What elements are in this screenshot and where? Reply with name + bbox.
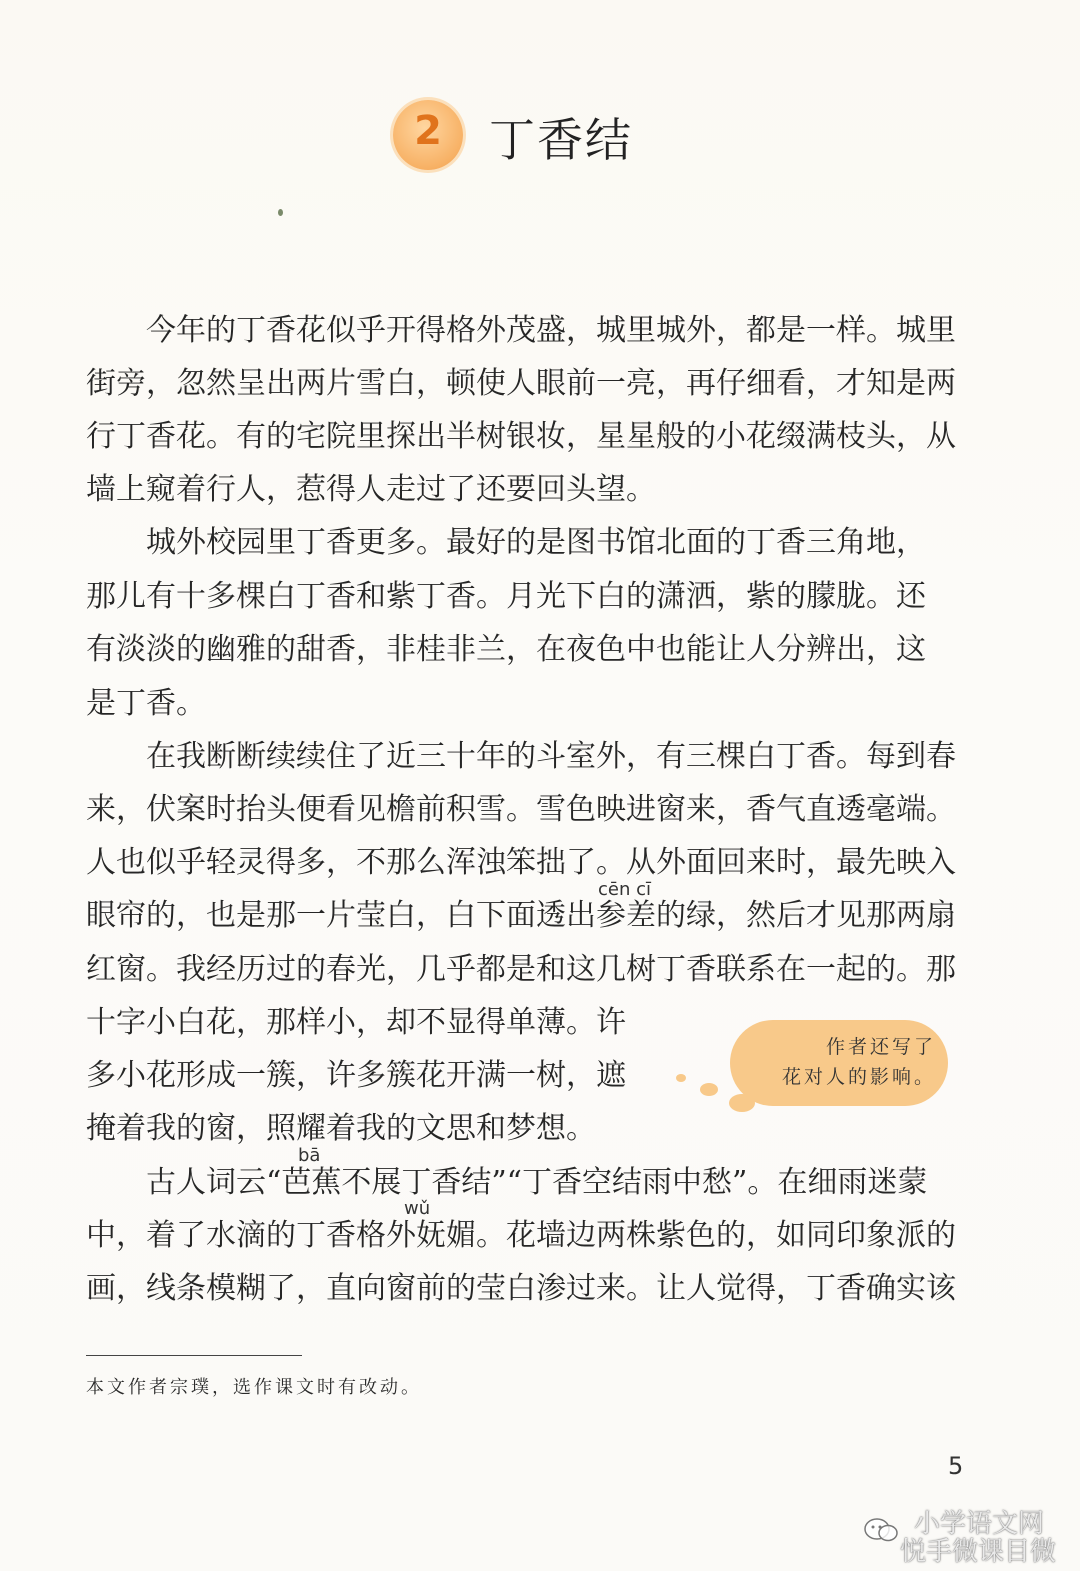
pinyin-ba: bā xyxy=(298,1145,321,1166)
body-line: 城外校园里丁香更多。最好的是图书馆北面的丁香三角地， xyxy=(146,525,926,560)
lesson-title: 丁香结 xyxy=(489,113,633,167)
footnote: 本文作者宗璞，选作课文时有改动。 xyxy=(86,1377,422,1398)
pinyin-wu: wǔ xyxy=(404,1198,431,1219)
body-line: 红窗。我经历过的春光，几乎都是和这几树丁香联系在一起的。那 xyxy=(86,952,956,987)
body-line: 墙上窥着行人，惹得人走过了还要回头望。 xyxy=(86,472,656,507)
body-line: 街旁，忽然呈出两片雪白，顿使人眼前一亮，再仔细看，才知是两 xyxy=(86,366,956,401)
body-line: 多小花形成一簇，许多簇花开满一树，遮 xyxy=(86,1058,626,1093)
thought-bubble-dot xyxy=(700,1083,718,1096)
side-note-bubble xyxy=(730,1020,948,1106)
side-note-line: 作者还写了 xyxy=(825,1036,936,1058)
body-line: 古人词云“芭蕉不展丁香结”“丁香空结雨中愁”。在细雨迷蒙 xyxy=(146,1165,928,1200)
footnote-divider xyxy=(86,1355,302,1356)
body-line: 中，着了水滴的丁香格外妩媚。花墙边两株紫色的，如同印象派的 xyxy=(86,1218,956,1253)
body-line: 今年的丁香花似乎开得格外茂盛，城里城外，都是一样。城里 xyxy=(146,313,956,348)
body-line: 那儿有十多棵白丁香和紫丁香。月光下白的潇洒，紫的朦胧。还 xyxy=(86,579,926,614)
watermark-line: 小学语文网 xyxy=(914,1509,1045,1539)
decorative-speck xyxy=(278,209,283,216)
side-note-line: 花对人的影响。 xyxy=(781,1066,936,1088)
body-line: 掩着我的窗，照耀着我的文思和梦想。 xyxy=(86,1111,596,1146)
body-line: 行丁香花。有的宅院里探出半树银妆，星星般的小花缀满枝头，从 xyxy=(86,419,956,454)
body-line: 眼帘的，也是那一片莹白，白下面透出参差的绿，然后才见那两扇 xyxy=(86,898,956,933)
lesson-number: 2 xyxy=(414,108,442,154)
pinyin-cenci: cēn cī xyxy=(598,879,651,900)
watermark-logo-icon xyxy=(864,1516,898,1544)
body-line: 在我断断续续住了近三十年的斗室外，有三棵白丁香。每到春 xyxy=(146,739,956,774)
thought-bubble-dot xyxy=(676,1074,686,1082)
page-number: 5 xyxy=(948,1452,964,1480)
body-line: 有淡淡的幽雅的甜香，非桂非兰，在夜色中也能让人分辨出，这 xyxy=(86,632,926,667)
body-line: 十字小白花，那样小，却不显得单薄。许 xyxy=(86,1005,626,1040)
side-note-text xyxy=(750,1032,936,1092)
lesson-number-badge xyxy=(393,100,463,170)
body-line: 来，伏案时抬头便看见檐前积雪。雪色映进窗来，香气直透毫端。 xyxy=(86,792,956,827)
watermark-line: 悦手微课目微 xyxy=(900,1537,1057,1567)
body-line: 是丁香。 xyxy=(86,686,206,721)
body-line: 画，线条模糊了，直向窗前的莹白渗过来。让人觉得，丁香确实该 xyxy=(86,1271,956,1306)
body-line: 人也似乎轻灵得多，不那么浑浊笨拙了。从外面回来时，最先映入 xyxy=(86,845,956,880)
